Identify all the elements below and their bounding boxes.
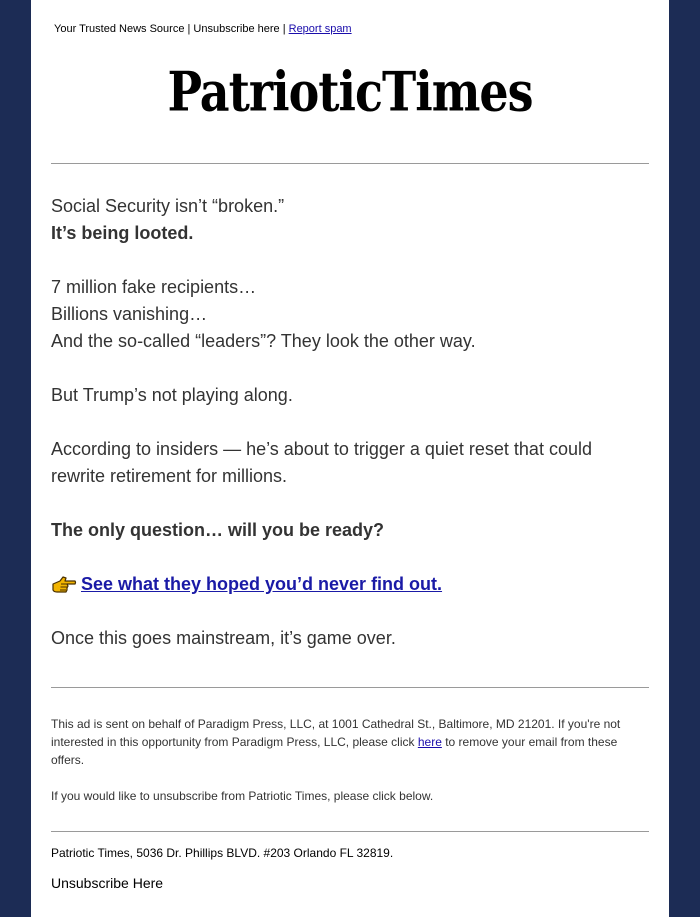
- cta-link[interactable]: See what they hoped you’d never find out.: [81, 574, 443, 594]
- closing-line: Once this goes mainstream, it’s game over.: [51, 628, 396, 648]
- cta-row: [51, 571, 631, 598]
- email-body: [31, 0, 669, 917]
- unsubscribe-note: If you would like to unsubscribe from Patriotic Times, please click below.: [51, 789, 434, 803]
- preheader-separator: |: [184, 23, 194, 35]
- body-line-4: Billions vanishing…: [51, 304, 208, 324]
- preheader: [54, 23, 352, 35]
- preheader-separator-2: |: [279, 23, 289, 35]
- mailing-address: Patriotic Times, 5036 Dr. Phillips BLVD. #203 Orlando FL 32819.: [51, 846, 394, 860]
- body-line-6: But Trump’s not playing along.: [51, 385, 293, 405]
- disclaimer-text-2: to remove your email from these offers.: [51, 735, 618, 767]
- pointing-hand-icon: [51, 575, 77, 595]
- body-line-5: And the so-called “leaders”? They look the other way.: [51, 331, 476, 351]
- divider-top: [51, 163, 649, 164]
- body-line-2: It’s being looted.: [51, 223, 194, 243]
- unsubscribe-here-link[interactable]: Unsubscribe Here: [51, 875, 164, 891]
- divider-middle: [51, 687, 649, 688]
- body-line-7: According to insiders — he’s about to trigger a quiet reset that could rewrite retirement for millions.: [51, 439, 592, 486]
- divider-bottom: [51, 831, 649, 832]
- body-line-1: Social Security isn’t “broken.”: [51, 196, 285, 216]
- disclaimer-paragraph: [51, 715, 631, 769]
- question-line: The only question… will you be ready?: [51, 520, 385, 540]
- body-line-3: 7 million fake recipients…: [51, 277, 257, 297]
- tagline: Your Trusted News Source: [54, 23, 185, 35]
- disclaimer: [51, 715, 631, 805]
- remove-email-link[interactable]: here: [417, 735, 442, 749]
- unsubscribe-text: Unsubscribe here: [193, 23, 280, 35]
- report-spam-link[interactable]: Report spam: [288, 23, 352, 35]
- patriotic-times-logo: PatrioticTimes: [167, 60, 533, 124]
- main-message: [51, 193, 631, 652]
- disclaimer-text-1: This ad is sent on behalf of Paradigm Press, LLC, at 1001 Cathedral St., Baltimore, MD 21201. If you're not interested in this opportunity from Paradigm Press, LLC, please click: [51, 717, 621, 749]
